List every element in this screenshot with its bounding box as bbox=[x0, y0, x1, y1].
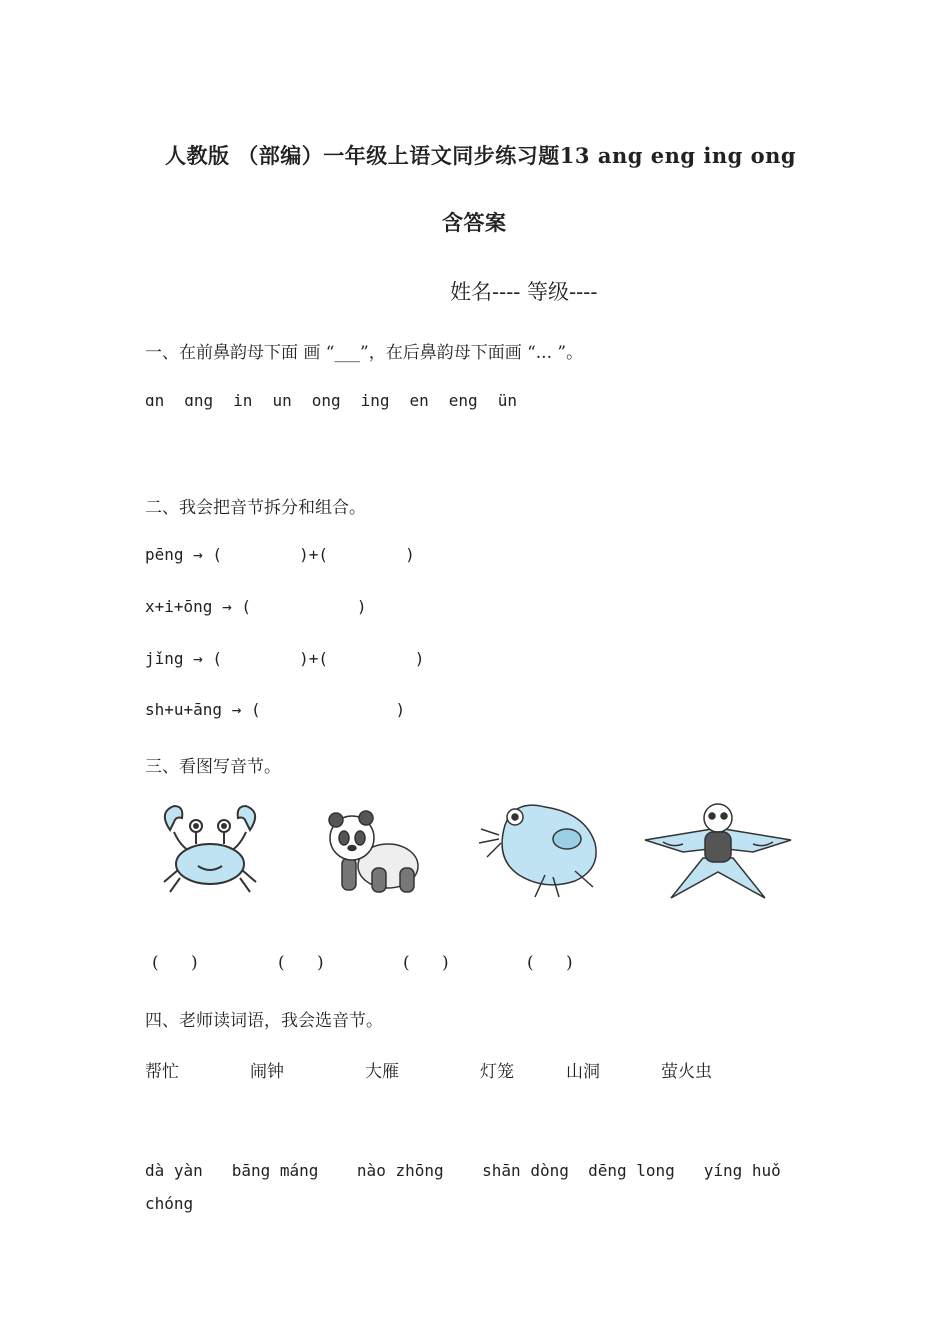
q2-line-4: sh+u+āng → ( ) bbox=[145, 700, 406, 719]
panda-icon bbox=[322, 808, 422, 898]
pinyin-item: in bbox=[233, 391, 253, 410]
word-item: 萤火虫 bbox=[661, 1062, 712, 1082]
q1-prompt: 一、在前鼻韵母下面 画 “___”，在后鼻韵母下面画 “... ”。 bbox=[145, 343, 584, 363]
pinyin-item: ɑng bbox=[184, 391, 214, 410]
q4-pinyin-line-2: chóng bbox=[145, 1194, 194, 1213]
q4-pinyin-line-1: dà yàn bāng máng nào zhōng shān dòng dēng long yíng huǒ bbox=[145, 1161, 781, 1180]
word-item: 灯笼 bbox=[480, 1062, 514, 1082]
q2-line-3: jǐng → ( )+( ) bbox=[145, 649, 425, 668]
q2-line-2: x+i+ōng → ( ) bbox=[145, 597, 367, 616]
pinyin-item: ɑn bbox=[145, 391, 165, 410]
pinyin-item: ing bbox=[360, 391, 390, 410]
page-title: 人教版 （部编）一年级上语文同步练习题13 ang eng ing ong bbox=[165, 143, 797, 168]
frog-icon bbox=[475, 795, 605, 905]
q3-blank-3[interactable]: ( ) bbox=[403, 953, 449, 973]
pinyin-item: ün bbox=[497, 391, 517, 410]
q3-blank-4[interactable]: ( ) bbox=[527, 953, 573, 973]
q2-prompt: 二、我会把音节拆分和组合。 bbox=[145, 498, 366, 518]
q3-blank-2[interactable]: ( ) bbox=[278, 953, 324, 973]
crab-icon bbox=[150, 800, 270, 900]
word-item: 大雁 bbox=[365, 1062, 399, 1082]
pinyin-item: eng bbox=[448, 391, 478, 410]
kite-icon bbox=[643, 798, 793, 903]
q4-prompt: 四、老师读词语，我会选音节。 bbox=[145, 1011, 383, 1031]
name-grade-line: 姓名---- 等级---- bbox=[450, 280, 598, 304]
page-subtitle: 含答案 bbox=[442, 210, 507, 235]
word-item: 帮忙 bbox=[145, 1062, 179, 1082]
q2-line-1: pēng → ( )+( ) bbox=[145, 545, 415, 564]
pinyin-item: en bbox=[409, 391, 429, 410]
q4-word-list bbox=[145, 1057, 795, 1081]
word-item: 闹钟 bbox=[250, 1062, 284, 1082]
q1-pinyin-list bbox=[145, 391, 537, 410]
q3-blank-1[interactable]: ( ) bbox=[152, 953, 198, 973]
word-item: 山洞 bbox=[566, 1062, 600, 1082]
q3-prompt: 三、看图写音节。 bbox=[145, 757, 281, 777]
pinyin-item: ong bbox=[311, 391, 341, 410]
pinyin-item: un bbox=[272, 391, 292, 410]
